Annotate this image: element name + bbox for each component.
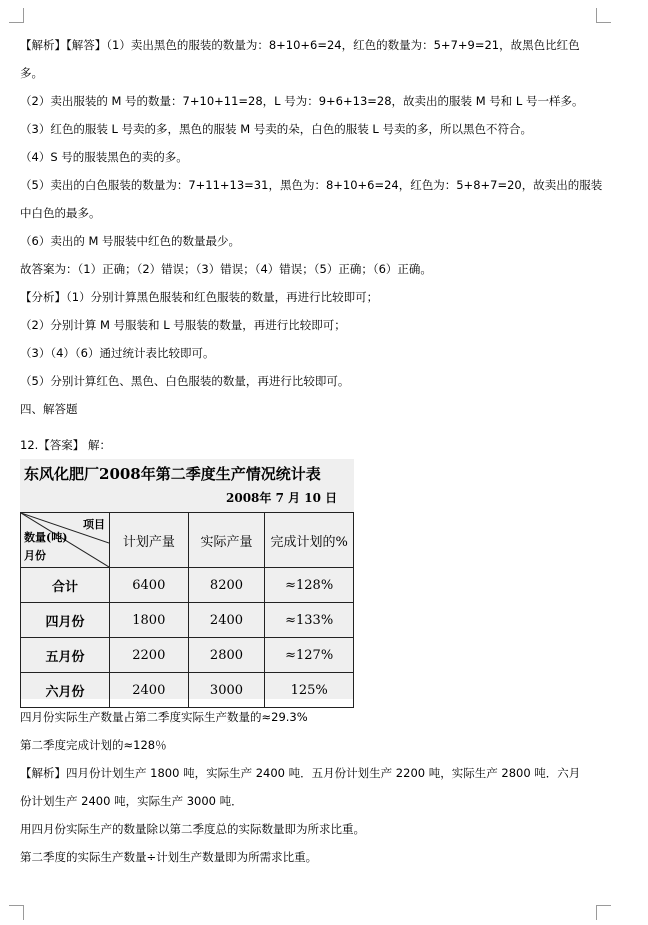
cell-percent: ≈133% xyxy=(265,603,354,638)
cell-actual: 8200 xyxy=(188,568,265,603)
explanation-line-1: 【解析】四月份计划生产 1800 吨，实际生产 2400 吨．五月份计划生产 2200 吨，实际生产 2800 吨．六月 xyxy=(20,766,581,780)
cell-percent: 125% xyxy=(265,673,354,708)
answer-line-5: （5）卖出的白色服装的数量为：7+11+13=31，黑色为：8+10+6=24，红色为：5+8+7=20，故卖出的服装 xyxy=(20,178,603,192)
table-row xyxy=(21,568,354,603)
final-answer-line: 故答案为：（1）正确；（2）错误；（3）错误；（4）错误；（5）正确；（6）正确。 xyxy=(20,262,432,276)
answer-line-3: （3）红色的服装 L 号卖的多，黑色的服装 M 号卖的朵，白色的服装 L 号卖的多，所以黑色不符合。 xyxy=(20,122,532,136)
row-label: 合计 xyxy=(21,568,110,603)
row-label: 四月份 xyxy=(21,603,110,638)
cell-percent: ≈128% xyxy=(265,568,354,603)
answer-line-4: （4）S 号的服装黑色的卖的多。 xyxy=(20,150,188,164)
cell-plan: 6400 xyxy=(110,568,189,603)
header-plan: 计划产量 xyxy=(110,513,189,568)
cell-actual: 2800 xyxy=(188,638,265,673)
answer-line-5-cont: 中白色的最多。 xyxy=(20,206,101,220)
table-row xyxy=(21,603,354,638)
header-actual: 实际产量 xyxy=(188,513,265,568)
row-label: 五月份 xyxy=(21,638,110,673)
table-header-row xyxy=(21,513,354,568)
cell-plan: 2200 xyxy=(110,638,189,673)
table-row xyxy=(21,638,354,673)
corner-month-label: 月份 xyxy=(24,549,46,562)
corner-mark-top-left xyxy=(9,8,24,23)
cell-actual: 3000 xyxy=(188,673,265,708)
cell-percent: ≈127% xyxy=(265,638,354,673)
answer-line-6: （6）卖出的 M 号服装中红色的数量最少。 xyxy=(20,234,241,248)
table-corner-cell xyxy=(21,513,110,568)
table-date: 2008年 7 月 10 日 xyxy=(226,491,338,505)
explanation-line-3: 用四月份实际生产的数量除以第二季度总的实际数量即为所求比重。 xyxy=(20,822,365,836)
row-label: 六月份 xyxy=(21,673,110,708)
cell-plan: 2400 xyxy=(110,673,189,708)
corner-mark-bottom-left xyxy=(9,905,24,920)
section-heading: 四、解答题 xyxy=(20,402,78,416)
analysis-line-2: 多。 xyxy=(20,66,43,80)
corner-qty-label: 数量(吨) xyxy=(24,531,68,544)
answer-line-2: （2）卖出服装的 M 号的数量：7+10+11=28，L 号为：9+6+13=28，故卖出的服装 M 号和 L 号一样多。 xyxy=(20,94,584,108)
method-line-3: （3）（4）（6）通过统计表比较即可。 xyxy=(20,346,215,360)
explanation-line-2: 份计划生产 2400 吨，实际生产 3000 吨． xyxy=(20,794,243,808)
method-line-1: 【分析】（1）分别计算黑色服装和红色服装的数量，再进行比较即可； xyxy=(20,290,379,304)
question-12-answer: 12.【答案】 解： xyxy=(20,438,111,452)
table-row xyxy=(21,673,354,708)
result-line-1: 四月份实际生产数量占第二季度实际生产数量的≈29.3% xyxy=(20,710,308,724)
analysis-line-1: 【解析】【解答】（1）卖出黑色的服装的数量为：8+10+6=24，红色的数量为：5+7+9=21，故黑色比红色 xyxy=(20,38,580,52)
production-table-image xyxy=(20,459,354,699)
cell-plan: 1800 xyxy=(110,603,189,638)
explanation-line-4: 第二季度的实际生产数量÷计划生产数量即为所需求比重。 xyxy=(20,850,318,864)
corner-mark-bottom-right xyxy=(596,905,611,920)
method-line-2: （2）分别计算 M 号服装和 L 号服装的数量，再进行比较即可； xyxy=(20,318,346,332)
corner-item-label: 项目 xyxy=(83,518,105,531)
corner-mark-top-right xyxy=(596,8,611,23)
table-title: 东风化肥厂2008年第二季度生产情况统计表 xyxy=(24,465,321,483)
header-percent: 完成计划的% xyxy=(265,513,354,568)
production-table xyxy=(20,512,354,708)
result-line-2: 第二季度完成计划的≈128％ xyxy=(20,738,167,752)
cell-actual: 2400 xyxy=(188,603,265,638)
method-line-4: （5）分别计算红色、黑色、白色服装的数量，再进行比较即可。 xyxy=(20,374,350,388)
